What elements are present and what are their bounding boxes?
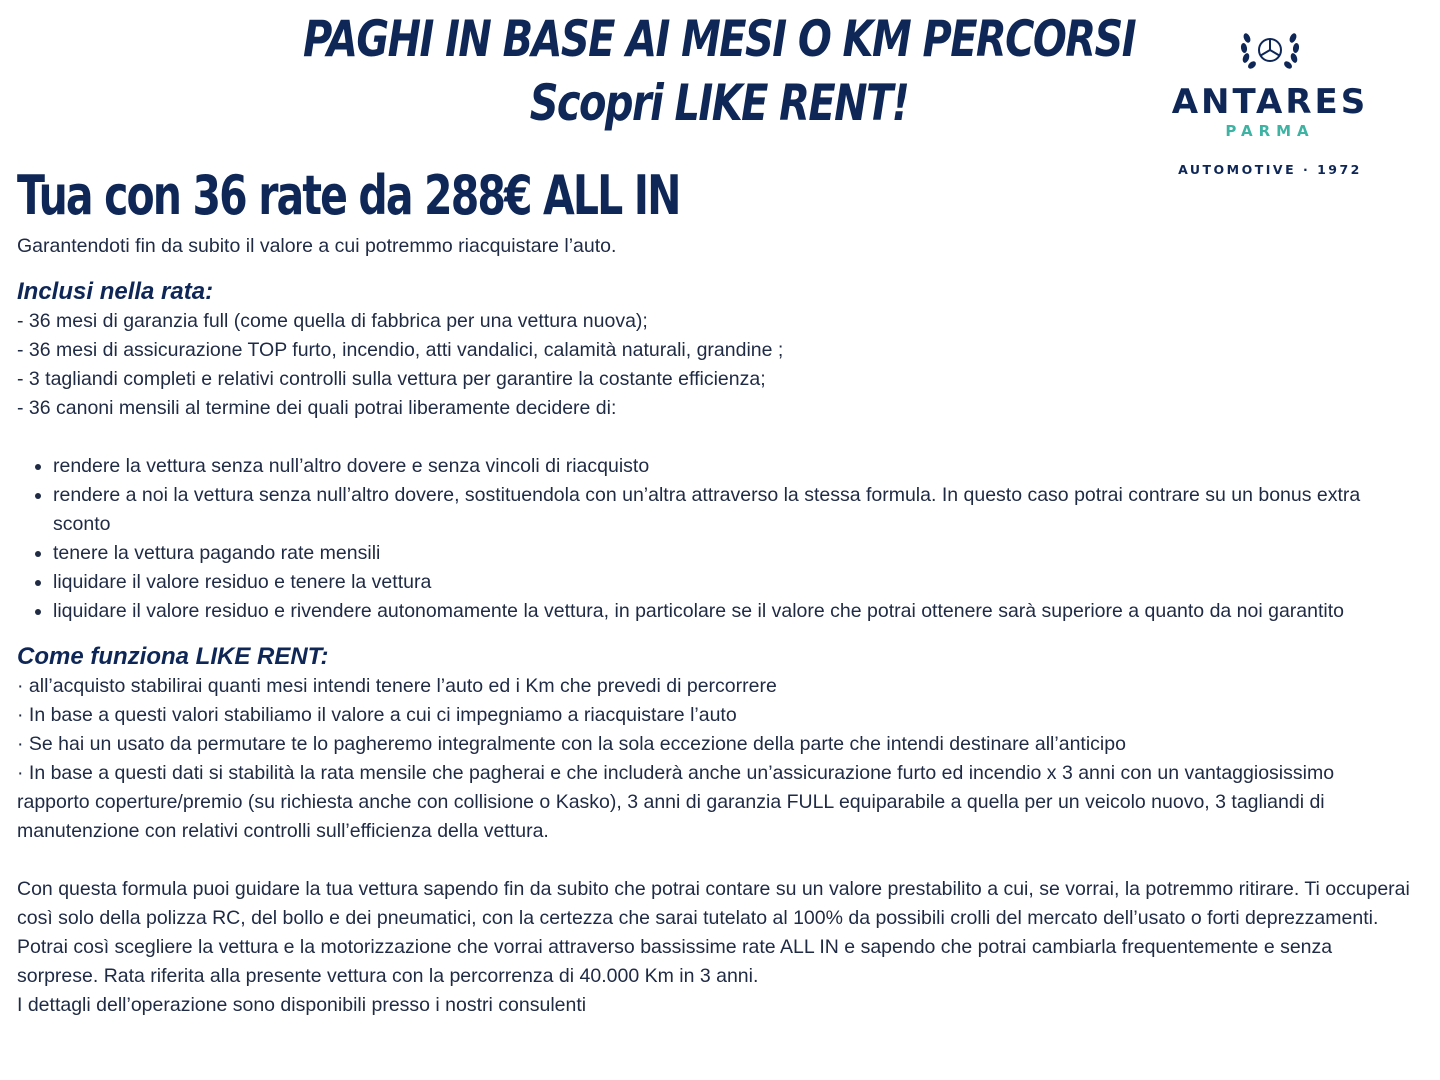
headline-line-1: PAGHI IN BASE AI MESI O KM PERCORSI: [303, 10, 1135, 68]
how-item: · In base a questi valori stabiliamo il valore a cui ci impegniamo a riacquistare l’auto: [17, 704, 737, 726]
how-item: · all’acquisto stabilirai quanti mesi intendi tenere l’auto ed i Km che prevedi di percorrere: [17, 675, 777, 697]
closing-paragraph: Con questa formula puoi guidare la tua vettura sapendo fin da subito che potrai contare su un valore prestabilito a cui, se vorrai, la potremmo ritirare. Ti occuperai così solo della polizza RC, del bollo e dei pneumatici, con la certezza che sarai tutelato al 100% da possibili crolli del mercato dell’usato o forti deprezzamenti. Potrai così scegliere la vettura e la motorizzazione che vorrai attraverso bassissime rate ALL IN e sapendo che potrai cambiarla frequentemente e senza sorprese. Rata riferita alla presente vettura con la percorrenza di 40.000 Km in 3 anni.: [17, 878, 1410, 987]
how-item: · In base a questi dati si stabilità la rata mensile che pagherai e che includerà anche un’assicurazione furto ed incendio x 3 anni con un vantaggiosissimo rapporto coperture/premio (su richiesta anche con collisione o Kasko), 3 anni di garanzia FULL equiparabile a quella per un veicolo nuovo, 3 tagliandi di manutenzione con relativi controlli sull’efficienza della vettura.: [17, 762, 1335, 842]
option-item: • tenere la vettura pagando rate mensili: [53, 539, 1412, 568]
option-item: • liquidare il valore residuo e tenere la vettura: [53, 568, 1412, 597]
promo-headline: [143, 8, 1295, 136]
option-item: • liquidare il valore residuo e rivendere autonomamente la vettura, in particolare se il valore che potrai ottenere sarà superiore a quanto da noi garantito: [53, 597, 1412, 626]
included-item: - 36 mesi di assicurazione TOP furto, incendio, atti vandalici, calamità naturali, grandine ;: [17, 339, 784, 361]
included-item: - 36 mesi di garanzia full (come quella di fabbrica per una vettura nuova);: [17, 310, 648, 332]
option-item: • rendere a noi la vettura senza null’altro dovere, sostituendola con un’altra attraverso la stessa formula. In questo caso potrai contrare su un bonus extra sconto: [53, 481, 1412, 539]
offer-title: Tua con 36 rate da 288€ ALL IN: [17, 164, 680, 227]
laurel-star-emblem-icon: [1165, 28, 1375, 74]
included-item: - 36 canoni mensili al termine dei quali potrai liberamente decidere di:: [17, 397, 617, 419]
brand-tagline: AUTOMOTIVE · 1972: [1178, 162, 1362, 177]
antares-logo: [1165, 28, 1375, 177]
option-item: • rendere la vettura senza null’altro dovere e senza vincoli di riacquisto: [53, 452, 1412, 481]
offer-subtitle: Garantendoti fin da subito il valore a cui potremmo riacquistare l’auto.: [17, 235, 617, 257]
closing-note: I dettagli dell’operazione sono disponibili presso i nostri consulenti: [17, 994, 587, 1016]
how-item: · Se hai un usato da permutare te lo pagheremo integralmente con la sola eccezione della parte che intendi destinare all’anticipo: [17, 733, 1126, 755]
included-item: - 3 tagliandi completi e relativi controlli sulla vettura per garantire la costante efficienza;: [17, 368, 766, 390]
end-of-term-options: [17, 452, 1412, 626]
offer-description: [17, 232, 1412, 1020]
included-heading: Inclusi nella rata:: [17, 278, 214, 305]
brand-city: PARMA: [1225, 122, 1315, 140]
how-it-works-heading: Come funziona LIKE RENT:: [17, 643, 329, 670]
brand-name: ANTARES: [1171, 82, 1369, 122]
headline-line-2: Scopri LIKE RENT!: [529, 74, 909, 132]
